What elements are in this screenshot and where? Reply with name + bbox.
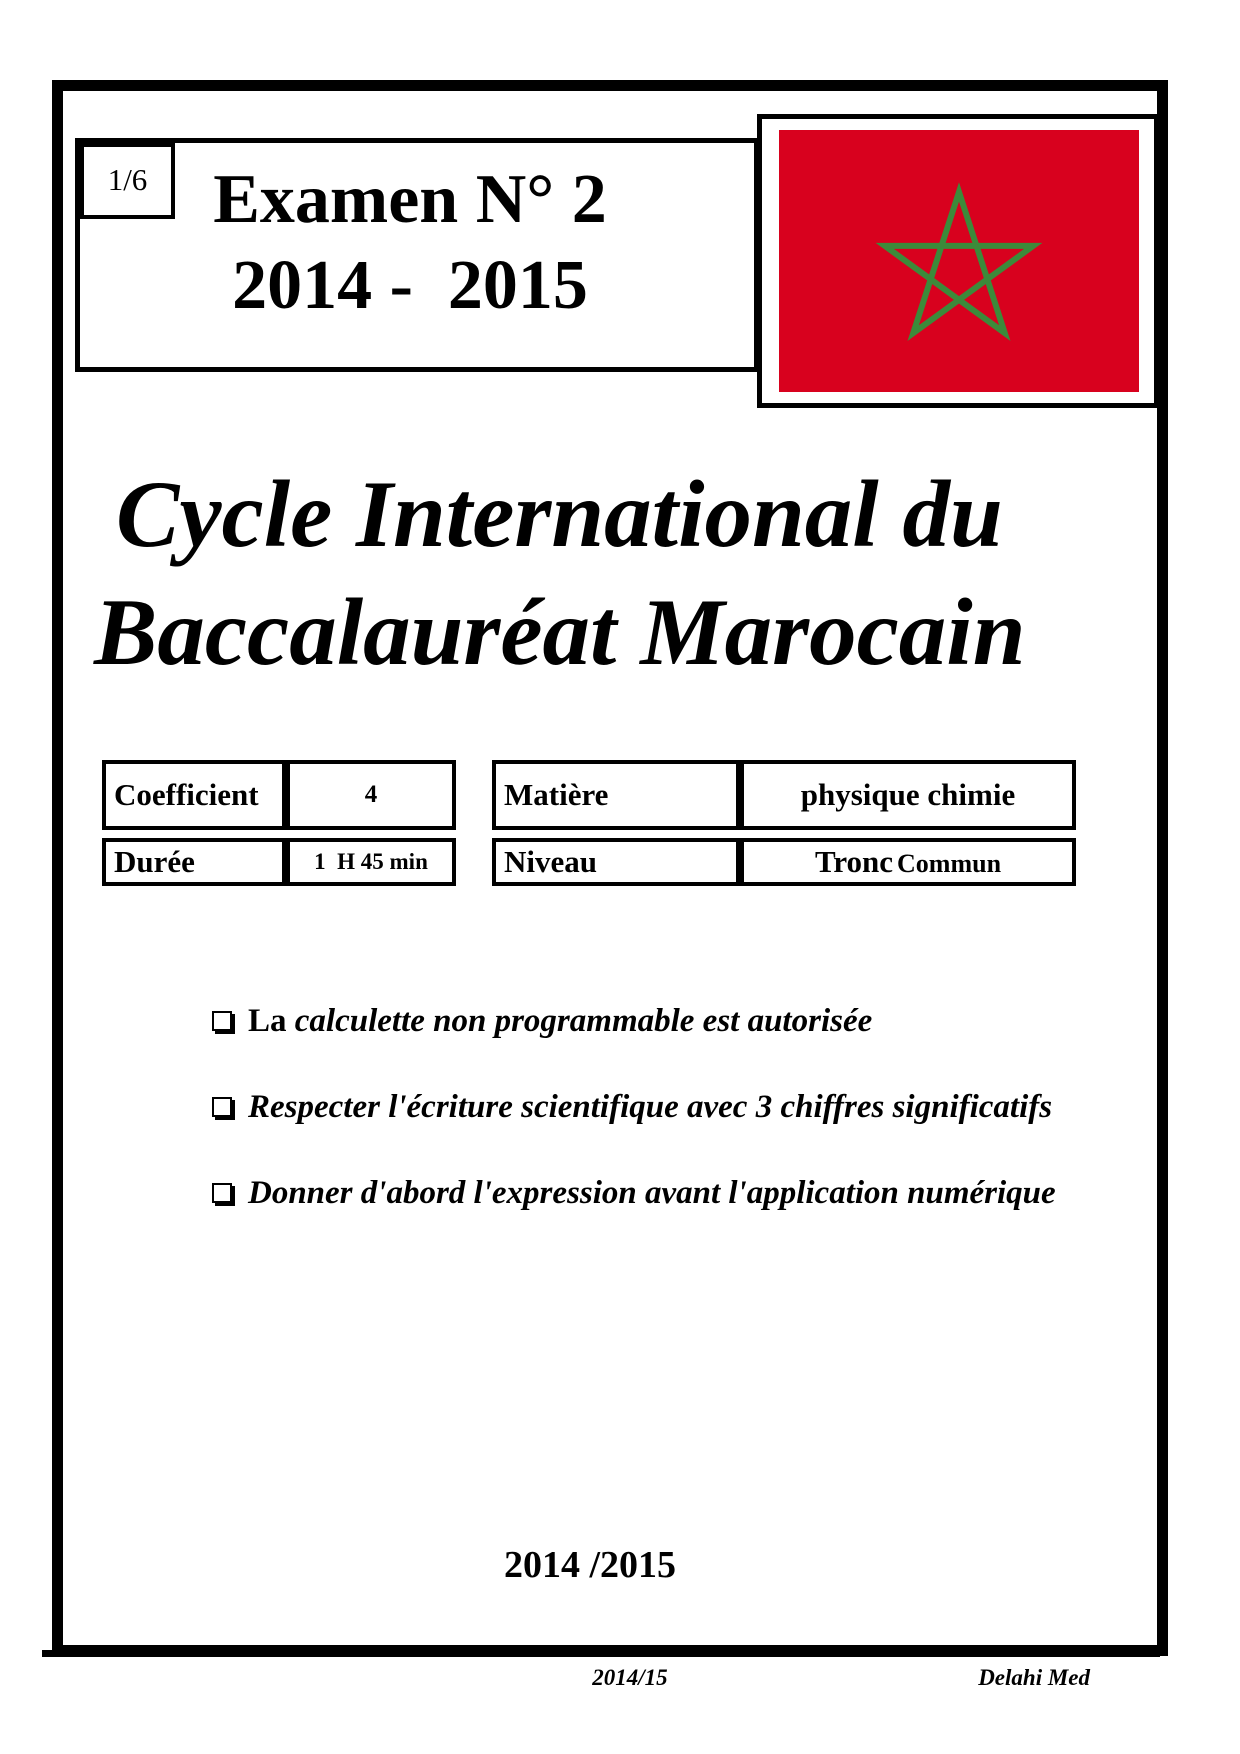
instruction-italic: Respecter l'écriture scientifique avec 3 chiffres significatifs [248,1089,1053,1125]
instruction-normal: La [248,1003,295,1039]
checkbox-bullet-icon [212,1097,232,1117]
instruction-item [210,1172,1090,1214]
coefficient-value: 4 [286,760,456,830]
pentagram-star-icon [779,130,1139,392]
niveau-value [740,838,1076,886]
exam-year: 2014 - 2015 [232,247,588,324]
matiere-label: Matière [492,760,740,830]
main-title-line2: Baccalauréat Marocain [94,579,1026,685]
checkbox-bullet-icon [212,1011,232,1031]
morocco-flag [779,130,1139,392]
page-border-bottom-line [42,1650,1160,1657]
main-title [80,455,1160,691]
duree-value: 1 H 45 min [286,838,456,886]
instruction-item [210,1000,1090,1042]
page-indicator: 1/6 [80,143,175,219]
niveau-label: Niveau [492,838,740,886]
matiere-table [492,760,1076,830]
instruction-italic: Donner d'abord l'expression avant l'application numérique [248,1175,1056,1211]
footer-year: 2014/15 [592,1665,668,1690]
footer-author: Delahi Med [978,1665,1090,1690]
instructions-list [210,1000,1090,1258]
niveau-value-main: Tronc [814,844,894,879]
checkbox-bullet-icon [212,1183,232,1203]
coefficient-label: Coefficient [102,760,286,830]
instruction-item [210,1086,1090,1128]
duree-label: Durée [102,838,286,886]
instruction-italic: calculette non programmable est autorisée [294,1003,873,1039]
bottom-year: 2014 /2015 [503,1544,677,1586]
matiere-value: physique chimie [740,760,1076,830]
niveau-table [492,838,1076,886]
exam-title: Examen N° 2 [213,161,607,238]
coefficient-table [102,760,456,830]
niveau-value-small: Commun [897,849,1002,878]
duree-table [102,838,456,886]
main-title-line1: Cycle International du [116,461,1003,567]
